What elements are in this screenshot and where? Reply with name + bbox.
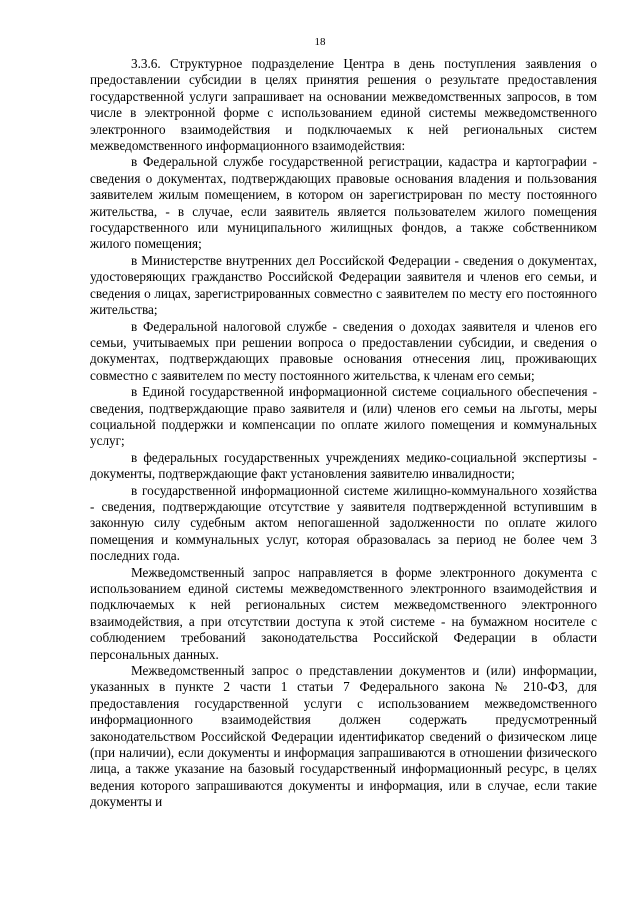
page-number: 18 (314, 36, 326, 48)
paragraph-mvd: в Министерстве внутренних дел Российской Федерации - сведения о документах, удостоверяющих гражданство Российской Федерации заявителя и членов его семьи, и сведения о лицах, зарегистрированных совместно с заявителем по месту его постоянного жительства; (90, 252, 597, 318)
document-body (90, 56, 597, 811)
paragraph-mse: в федеральных государственных учреждениях медико-социальной экспертизы - документы, подтверждающие факт установления заявителю инвалидности; (90, 449, 597, 482)
paragraph-rosreestr: в Федеральной службе государственной регистрации, кадастра и картографии - сведения о документах, подтверждающих правовые основания владения и пользования заявителем жилым помещением, в котором он зарегистрирован по месту постоянного жительства, - в случае, если заявитель является пользователем жилого помещения государственного или муниципального жилищных фондов, а также собственником жилого помещения; (90, 154, 597, 252)
paragraph-gis-zhkh: в государственной информационной системе жилищно-коммунального хозяйства - сведения, подтверждающие отсутствие у заявителя подтвержденной вступившим в законную силу судебным актом непогашенной задолженности по оплате жилого помещения и коммунальных услуг, которая образовалась за период не более чем 3 последних года. (90, 482, 597, 564)
paragraph-request-form: Межведомственный запрос направляется в форме электронного документа с использованием единой системы межведомственного электронного взаимодействия и подключаемых к ней региональных систем межведомственного электронного взаимодействия, а при отсутствии доступа к этой системе - на бумажном носителе с соблюдением требований законодательства Российской Федерации в области персональных данных. (90, 564, 597, 662)
paragraph-request-content: Межведомственный запрос о представлении документов и (или) информации, указанных в пункте 2 части 1 статьи 7 Федерального закона № 210-ФЗ, для предоставления государственной услуги с использованием межведомственного информационного взаимодействия должен содержать предусмотренный законодательством Российской Федерации идентификатор сведений о физическом лице (при наличии), если документы и информация запрашиваются в отношении физического лица, а также указание на базовый государственный информационный ресурс, в целях ведения которого запрашиваются документы и информация, или в случае, если такие документы и (90, 663, 597, 810)
paragraph-fns: в Федеральной налоговой службе - сведения о доходах заявителя и членов его семьи, учитываемых при решении вопроса о предоставлении субсидии, и сведения о документах, подтверждающих правовые основания отнесения лиц, проживающих совместно с заявителем по месту постоянного жительства, к членам его семьи; (90, 318, 597, 383)
paragraph-3-3-6-intro: 3.3.6. Структурное подразделение Центра в день поступления заявления о предоставлении субсидии в целях принятия решения о результате предоставления государственной услуги запрашивает на основании межведомственных запросов, в том числе в электронной форме с использованием единой системы межведомственного электронного взаимодействия и подключаемых к ней региональных систем межведомственного информационного взаимодействия: (90, 56, 597, 154)
paragraph-egisso: в Единой государственной информационной системе социального обеспечения - сведения, подтверждающие право заявителя и (или) членов его семьи на льготы, меры социальной поддержки и компенсации по оплате жилого помещения и коммунальных услуг; (90, 384, 597, 449)
